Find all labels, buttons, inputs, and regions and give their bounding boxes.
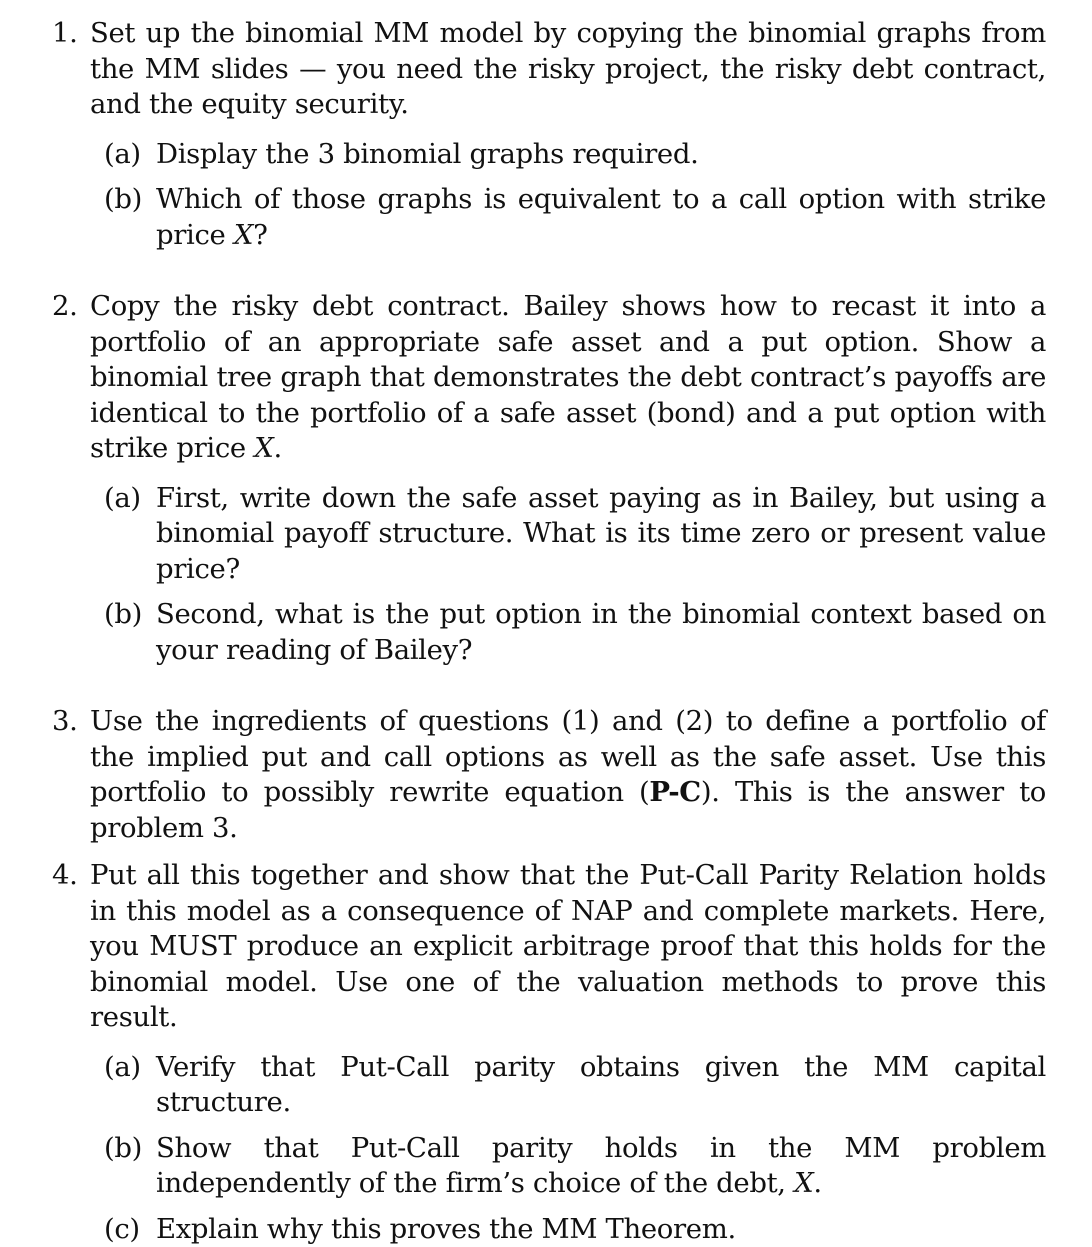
part-label: (a) <box>104 137 141 173</box>
problem-parts <box>90 481 1046 669</box>
problem-part <box>104 182 1046 253</box>
spacer <box>52 678 1046 704</box>
math-variable: X <box>254 432 273 464</box>
text-segment: Which of those graphs is equivalent to a call option with strike price <box>156 183 1046 251</box>
part-text <box>156 1131 1046 1202</box>
part-label: (b) <box>104 182 142 218</box>
part-text: Second, what is the put option in the binomial context based on your reading of Bailey? <box>156 597 1046 668</box>
problem-parts <box>90 1050 1046 1247</box>
problem-part <box>104 1212 1046 1247</box>
text-segment: Copy the risky debt contract. Bailey shows how to recast it into a portfolio of an appropriate safe asset and a put option. Show a binomial tree graph that demonstrates the debt contract’s payoffs are identical to the portfolio of a safe asset (bond) and a put option with strike price <box>90 290 1046 464</box>
part-text: Explain why this proves the MM Theorem. <box>156 1212 1046 1247</box>
math-variable: X <box>234 219 253 251</box>
math-variable: X <box>794 1167 813 1199</box>
part-text <box>156 182 1046 253</box>
problem-number: 4. <box>52 858 78 894</box>
part-label: (c) <box>104 1212 140 1247</box>
text-segment: Show that Put-Call parity holds in the MM problem independently of the firm’s choice of the debt, <box>156 1132 1046 1200</box>
text-segment: . <box>813 1167 821 1199</box>
part-label: (a) <box>104 1050 141 1086</box>
text-segment: Use the ingredients of questions (1) and (2) to define a portfolio of the implied put and call options as well as the safe asset. Use this portfolio to possibly rewrite equation ( <box>90 705 1046 808</box>
part-label: (b) <box>104 1131 142 1167</box>
problem-part <box>104 1131 1046 1202</box>
problem-number: 2. <box>52 289 78 325</box>
problem-1 <box>52 16 1046 253</box>
problem-number: 3. <box>52 704 78 740</box>
part-text: First, write down the safe asset paying as in Bailey, but using a binomial payoff structure. What is its time zero or present value price? <box>156 481 1046 588</box>
problem-3 <box>52 704 1046 846</box>
spacer <box>52 846 1046 858</box>
problem-parts <box>90 137 1046 254</box>
part-label: (b) <box>104 597 142 633</box>
problem-part <box>104 1050 1046 1121</box>
problem-4 <box>52 858 1046 1247</box>
part-label: (a) <box>104 481 141 517</box>
problem-2 <box>52 289 1046 668</box>
problem-text: Put all this together and show that the Put-Call Parity Relation holds in this model as a consequence of NAP and complete markets. Here, you MUST produce an explicit arbitrage proof that this holds for the binomial model. Use one of the valuation methods to prove this result. <box>90 858 1046 1036</box>
equation-reference: P-C <box>649 776 700 808</box>
part-text: Display the 3 binomial graphs required. <box>156 137 1046 173</box>
problem-number: 1. <box>52 16 78 52</box>
text-segment: . <box>273 432 281 464</box>
part-text: Verify that Put-Call parity obtains given the MM capital structure. <box>156 1050 1046 1121</box>
problem-text <box>90 704 1046 846</box>
problem-part <box>104 481 1046 588</box>
problem-text: Set up the binomial MM model by copying the binomial graphs from the MM slides — you need the risky project, the risky debt contract, and the equity security. <box>90 16 1046 123</box>
problem-text <box>90 289 1046 467</box>
text-segment: ? <box>253 219 267 251</box>
problem-part <box>104 137 1046 173</box>
spacer <box>52 263 1046 289</box>
text-segment: ). This is the answer to problem 3. <box>90 776 1046 844</box>
problem-part <box>104 597 1046 668</box>
